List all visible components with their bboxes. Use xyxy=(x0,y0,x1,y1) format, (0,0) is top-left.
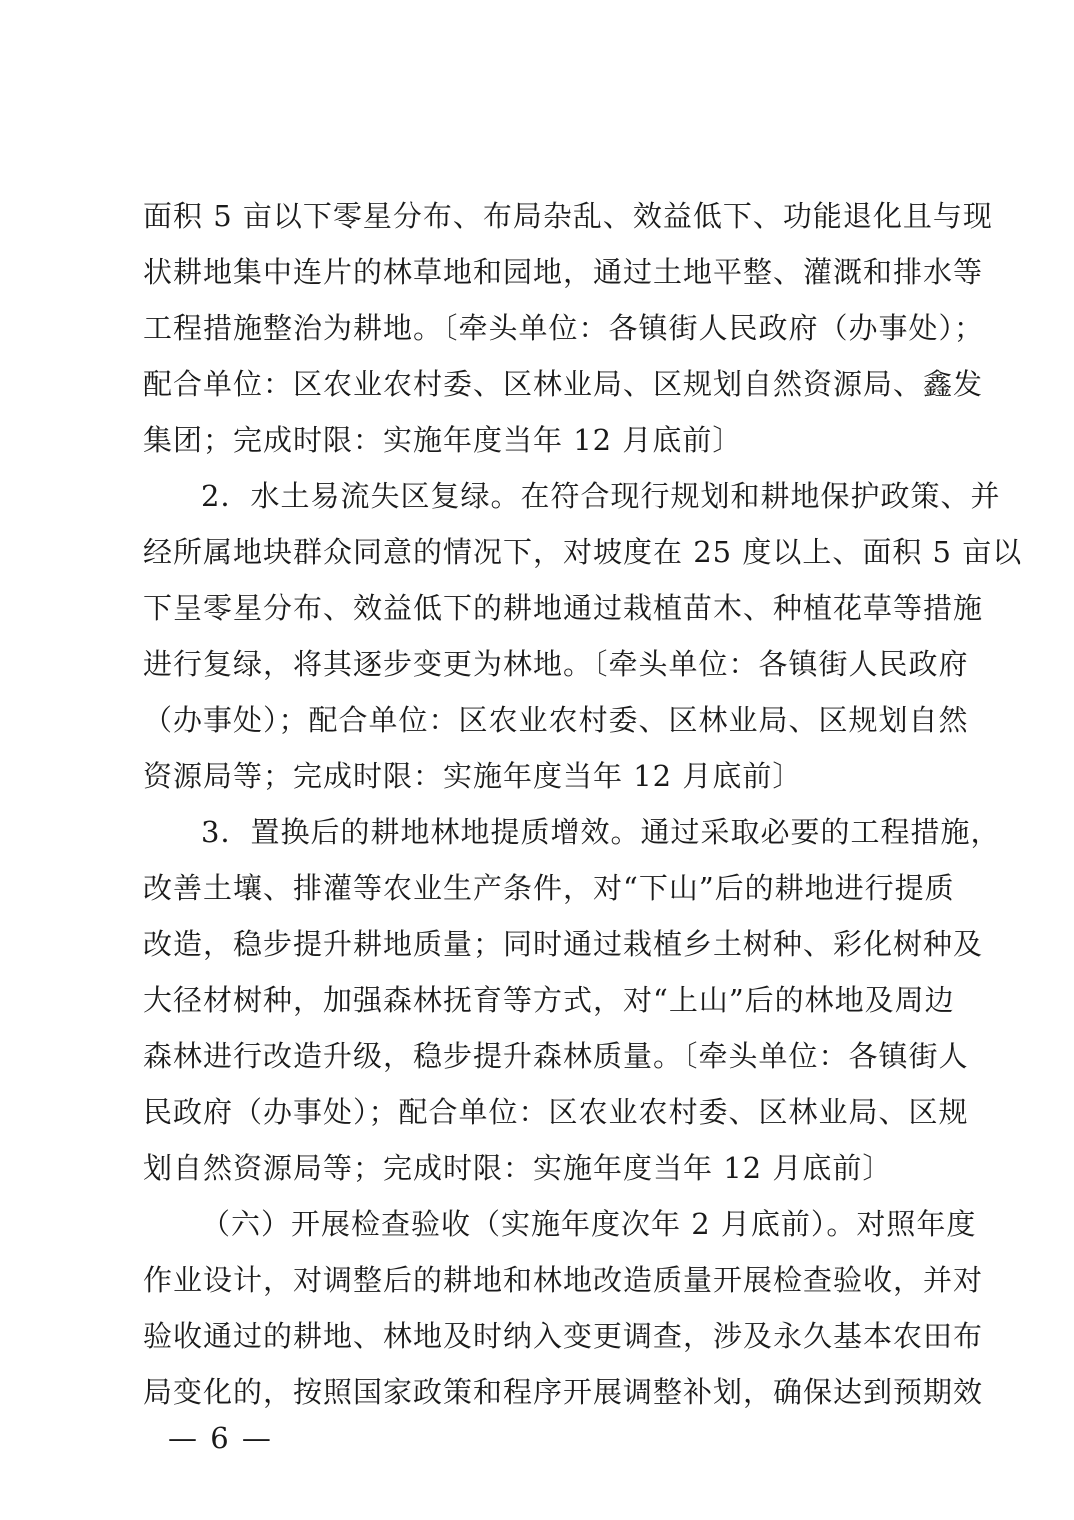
text-line: 集团；完成时限：实施年度当年 12 月底前〕 xyxy=(143,423,743,457)
page-number: — 6 — xyxy=(168,1421,273,1455)
text-line: 局变化的，按照国家政策和程序开展调整补划，确保达到预期效 xyxy=(143,1375,984,1409)
text-line: 改造，稳步提升耕地质量；同时通过栽植乡土树种、彩化树种及 xyxy=(143,927,984,961)
text-line: （办事处）；配合单位：区农业农村委、区林业局、区规划自然 xyxy=(143,703,969,737)
text-line: 配合单位：区农业农村委、区林业局、区规划自然资源局、鑫发 xyxy=(143,367,984,401)
text-line: 工程措施整治为耕地。〔牵头单位：各镇街人民政府（办事处）； xyxy=(143,311,985,345)
text-line: 民政府（办事处）；配合单位：区农业农村委、区林业局、区规 xyxy=(143,1095,969,1129)
text-line: 资源局等；完成时限：实施年度当年 12 月底前〕 xyxy=(143,759,803,793)
text-line: 划自然资源局等；完成时限：实施年度当年 12 月底前〕 xyxy=(143,1151,893,1185)
text-line: 改善土壤、排灌等农业生产条件，对“下山”后的耕地进行提质 xyxy=(143,871,955,905)
text-line: 验收通过的耕地、林地及时纳入变更调查，涉及永久基本农田布 xyxy=(143,1319,984,1353)
text-line: 状耕地集中连片的林草地和园地，通过土地平整、灌溉和排水等 xyxy=(143,255,984,289)
text-line: 作业设计，对调整后的耕地和林地改造质量开展检查验收，并对 xyxy=(143,1263,984,1297)
text-line: 下呈零星分布、效益低下的耕地通过栽植苗木、种植花草等措施 xyxy=(143,591,984,625)
text-line: 经所属地块群众同意的情况下，对坡度在 25 度以上、面积 5 亩以 xyxy=(143,535,1023,569)
paragraph-start-line: （六）开展检查验收（实施年度次年 2 月底前）。对照年度 xyxy=(201,1207,977,1241)
text-line: 进行复绿，将其逐步变更为林地。〔牵头单位：各镇街人民政府 xyxy=(143,647,969,681)
text-line: 大径材树种，加强森林抚育等方式，对“上山”后的林地及周边 xyxy=(143,983,955,1017)
document-body xyxy=(143,188,1023,1420)
text-line: 面积 5 亩以下零星分布、布局杂乱、效益低下、功能退化且与现 xyxy=(143,199,993,233)
paragraph-start-line: 3．置换后的耕地林地提质增效。通过采取必要的工程措施， xyxy=(201,815,1001,849)
paragraph-start-line: 2．水土易流失区复绿。在符合现行规划和耕地保护政策、并 xyxy=(201,479,1001,513)
text-line: 森林进行改造升级，稳步提升森林质量。〔牵头单位：各镇街人 xyxy=(143,1039,969,1073)
